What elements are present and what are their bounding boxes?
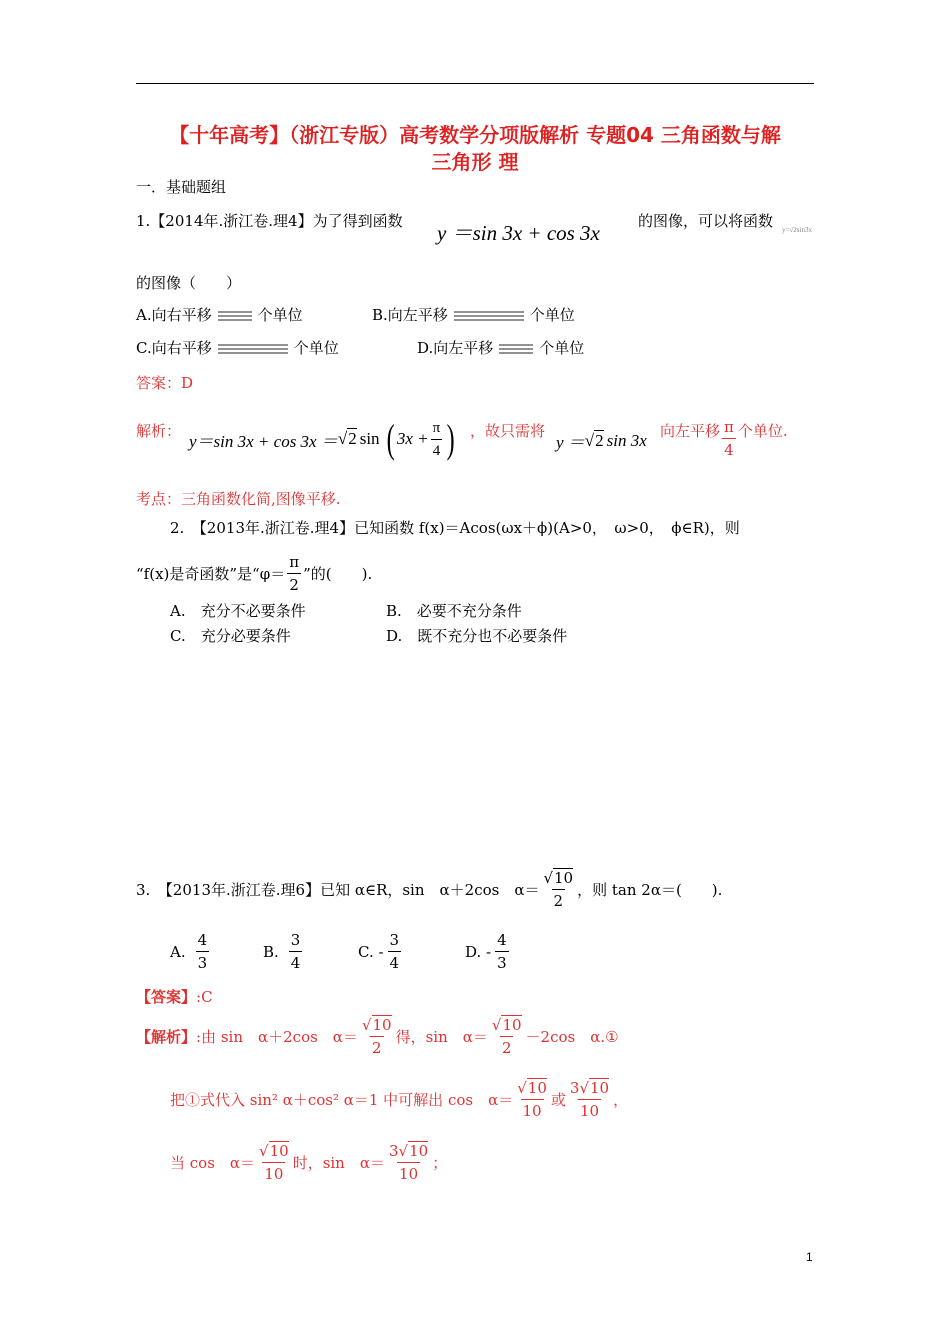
q3-a2-comma: ， [613,1090,629,1109]
q3-analysis-line2 [170,1078,628,1121]
frac-den: 4 [431,439,443,461]
sqrt-2: √2 [337,429,357,448]
q3-option-a-label: A. [170,942,186,961]
pi-over-2 [287,552,301,595]
header-rule [136,83,814,84]
document-title-line1: 【十年高考】（浙江专版）高考数学分项版解析 专题04 三角函数与解 [169,123,781,147]
frac-den: 10 [397,1162,420,1184]
q3-option-b-label: B. [263,942,279,961]
q3-a2-pre: 把①式代入 sin² α＋cos² α＝1 中可解出 cos α＝ [170,1090,514,1109]
q1-option-d-unit: 个单位 [539,339,585,357]
frac-num: π [432,419,441,436]
3sqrt10-over-10 [568,1078,611,1121]
q3-analysis-line3 [170,1141,447,1184]
q1-option-b-text: B.向左平移 [372,306,448,324]
q1-line2: 的图像（ ） [136,274,242,292]
frac-den: 10 [521,1099,544,1121]
q3-a2-or: 或 [550,1090,566,1109]
q2-line2 [136,552,372,595]
q3-answer [136,987,213,1007]
q3-option-b [263,930,304,973]
sqrt-2-radicand: 2 [348,429,357,448]
q1-option-b-unit: 个单位 [529,306,575,324]
3sqrt10-over-10-b [387,1141,430,1184]
q3-option-a [170,930,211,973]
coef-3: 3 [388,1142,399,1160]
q1-analysis-expr: y＝sin 3x + cos 3x ＝ [189,431,338,451]
q3-answer-value: :C [196,988,213,1006]
q1-option-b [372,305,575,325]
sqrt10-over-2-b [490,1015,524,1058]
pi-over-4-b [722,417,736,460]
sqrt10-radicand: 10 [590,1079,610,1097]
sqrt10-radicand: 10 [372,1016,392,1034]
q1-analysis-end-text: 向左平移 [660,422,721,440]
q1-option-d [417,338,584,358]
q1-prefix: 1.【2014年.浙江卷.理4】为了得到函数 [136,212,403,230]
q1-option-a-text: A.向右平移 [136,306,212,324]
q1-target-tiny: y=√2sin3x [782,226,812,234]
frac-den: 4 [289,951,303,973]
blurred-fraction-d [499,344,533,354]
frac-num: 4 [497,931,507,949]
frac-num: 3√10 [569,1079,610,1097]
q1-answer: 答案：D [136,374,194,392]
q1-option-a [136,305,303,325]
q3-analysis-line1 [136,1015,619,1058]
sqrt10-over-10 [515,1078,549,1121]
q3-option-d [465,930,511,973]
q3-a3-post: ； [432,1153,448,1172]
frac-num: √10 [517,1079,547,1097]
q3-a1-post: －2cos α.① [525,1027,619,1046]
frac-num: 3 [290,931,301,949]
q2-option-a: A. 充分不必要条件 [170,602,306,620]
q1-analysis-formula [189,417,458,461]
q3-a1-pre: :由 sin α＋2cos α＝ [196,1027,358,1046]
q2-line2-pre: “f(x)是奇函数”是“φ＝ [136,564,286,583]
sqrt10-radicand: 10 [269,1142,289,1160]
sqrt-2-b: √2 [584,430,604,450]
sqrt10-over-2-a [360,1015,394,1058]
frac-den: 4 [722,438,736,460]
q3-pre: 3. 【2013年.浙江卷.理6】已知 α∈R，sin α＋2cos α＝ [136,880,540,899]
sqrt10-over-2 [541,868,575,911]
blurred-fraction-a [218,311,252,321]
q3-stem [136,868,722,911]
frac-num: √10 [491,1016,522,1034]
sqrt10-radicand: 10 [409,1142,429,1160]
q1-option-c [136,338,339,358]
frac-num: √10 [259,1142,289,1160]
sqrt10-radicand: 10 [554,869,574,887]
frac-num: 3 [389,931,400,949]
right-paren: ) [446,416,455,461]
q1-analysis-expr2-y: y ＝ [556,433,585,452]
page-number: 1 [806,1250,813,1264]
frac-num: √10 [361,1016,392,1034]
frac-num: π [724,418,734,436]
frac-den: 3 [495,951,509,973]
frac-num: 3√10 [388,1142,429,1160]
sqrt10-radicand: 10 [527,1079,547,1097]
q3-post: ，则 tan 2α＝( ). [577,880,723,899]
blurred-fraction-b [454,311,524,321]
q1-formula: y ＝sin 3x + cos 3x [437,221,600,245]
frac-den: 2 [552,889,566,911]
q1-analysis-end [660,418,788,460]
q1-analysis-inner: 3x + [396,429,429,448]
section-heading: 一．基础题组 [136,178,227,196]
q2-option-d: D. 既不充分也不必要条件 [386,627,568,645]
q1-analysis-label: 解析： [136,422,182,440]
frac-den: 10 [578,1099,601,1121]
frac-num: π [289,553,300,571]
sqrt-2-b-radicand: 2 [595,430,604,450]
frac-den: 2 [500,1036,514,1058]
q2-option-b: B. 必要不充分条件 [386,602,522,620]
blurred-fraction-c [218,344,288,354]
q1-analysis-unit: 个单位. [737,422,788,440]
q3-analysis-label: 【解析】 [136,1027,197,1046]
frac-num: √10 [543,869,574,887]
frac-den: 2 [287,573,301,595]
frac-den: 10 [262,1162,285,1184]
q3-a3-mid: 时，sin α＝ [292,1153,385,1172]
frac-3-4-neg [388,930,402,973]
q1-kaodian: 考点：三角函数化简,图像平移. [136,490,341,508]
q1-analysis-sin: sin [359,429,380,448]
q3-option-c [358,930,403,973]
frac-den: 2 [370,1036,384,1058]
q3-a1-mid: 得，sin α＝ [395,1027,488,1046]
q1-option-c-unit: 个单位 [293,339,339,357]
coef-3: 3 [569,1079,580,1097]
frac-3-4 [289,930,303,973]
q3-a3-pre: 当 cos α＝ [170,1153,256,1172]
sqrt10-radicand: 10 [502,1016,522,1034]
sqrt10-over-10-b [257,1141,291,1184]
left-paren: ( [386,416,395,461]
frac-den: 3 [196,951,210,973]
q3-answer-label: 【答案】 [136,988,197,1006]
document-title-line2: 三角形 理 [431,150,519,174]
q3-option-c-label: C. - [358,942,384,961]
q1-option-d-text: D.向左平移 [417,339,494,357]
q3-option-d-label: D. - [465,942,492,961]
pi-over-4 [431,418,443,461]
frac-4-3-neg [495,930,509,973]
frac-4-3 [196,930,210,973]
q2-line1: 2. 【2013年.浙江卷.理4】已知函数 f(x)＝Acos(ωx＋ϕ)(A>0， ω>0， ϕ∈R)，则 [170,519,740,537]
frac-den: 4 [388,951,402,973]
q1-analysis-mid: ，故只需将 [470,422,546,440]
frac-num: 4 [197,931,208,949]
q2-line2-post: ”的( ). [303,564,373,583]
q1-analysis-expr2 [556,428,647,453]
q1-analysis-expr2-sin: sin 3x [606,430,647,450]
q1-option-c-text: C.向右平移 [136,339,212,357]
q2-option-c: C. 充分必要条件 [170,627,291,645]
q1-option-a-unit: 个单位 [257,306,303,324]
q1-suffix: 的图像，可以将函数 [638,212,774,230]
